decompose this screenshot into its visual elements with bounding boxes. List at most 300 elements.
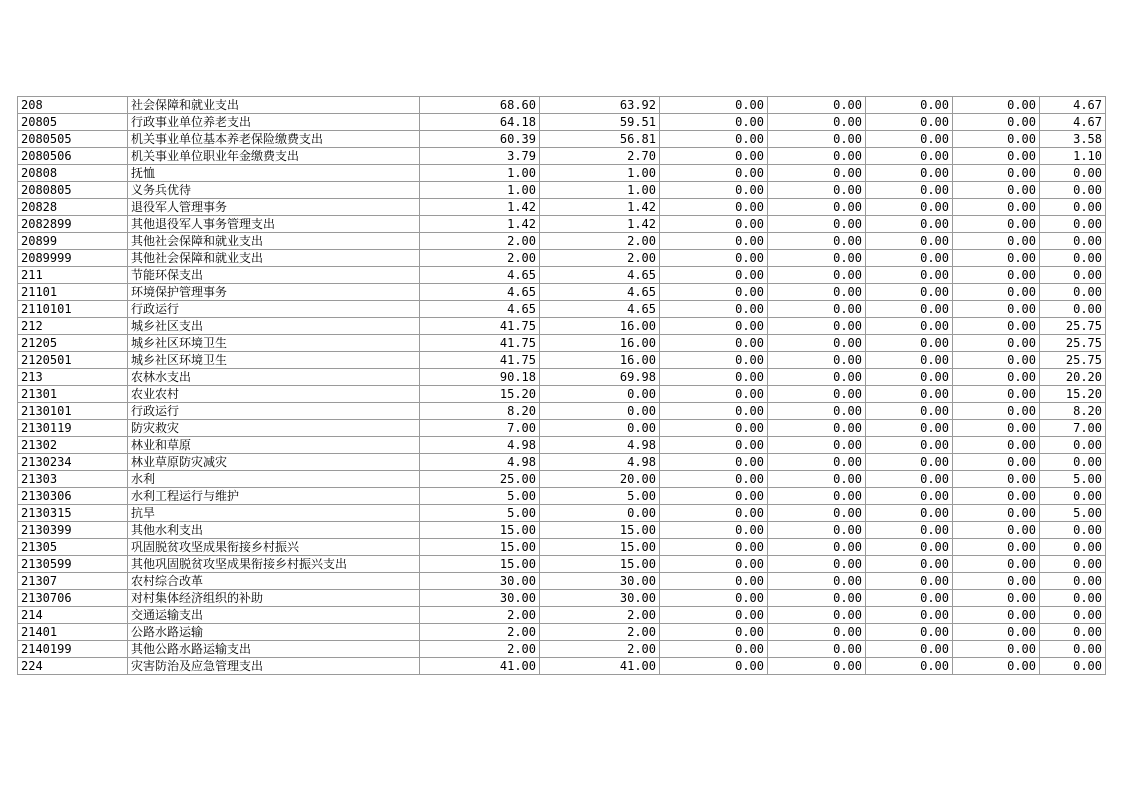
amount-cell: 0.00 <box>953 318 1040 335</box>
amount-cell: 0.00 <box>768 420 866 437</box>
subject-code-cell: 2130119 <box>18 420 128 437</box>
amount-cell: 64.18 <box>420 114 540 131</box>
amount-cell: 4.67 <box>1040 97 1106 114</box>
amount-cell: 0.00 <box>660 624 768 641</box>
amount-cell: 5.00 <box>420 488 540 505</box>
table-row <box>18 403 1106 420</box>
amount-cell: 0.00 <box>953 641 1040 658</box>
subject-code-cell: 212 <box>18 318 128 335</box>
amount-cell: 0.00 <box>1040 658 1106 675</box>
amount-cell: 0.00 <box>660 454 768 471</box>
amount-cell: 0.00 <box>866 199 953 216</box>
amount-cell: 0.00 <box>953 267 1040 284</box>
subject-name-cell: 林业草原防灾减灾 <box>128 454 420 471</box>
table-row <box>18 522 1106 539</box>
subject-name-cell: 其他社会保障和就业支出 <box>128 250 420 267</box>
amount-cell: 1.42 <box>540 216 660 233</box>
amount-cell: 0.00 <box>1040 216 1106 233</box>
amount-cell: 0.00 <box>660 641 768 658</box>
amount-cell: 0.00 <box>866 624 953 641</box>
amount-cell: 16.00 <box>540 318 660 335</box>
amount-cell: 0.00 <box>660 97 768 114</box>
table-row <box>18 488 1106 505</box>
amount-cell: 0.00 <box>768 488 866 505</box>
amount-cell: 2.00 <box>420 624 540 641</box>
amount-cell: 0.00 <box>866 131 953 148</box>
table-row <box>18 148 1106 165</box>
amount-cell: 0.00 <box>660 590 768 607</box>
amount-cell: 0.00 <box>953 607 1040 624</box>
amount-cell: 0.00 <box>540 403 660 420</box>
amount-cell: 15.20 <box>420 386 540 403</box>
amount-cell: 3.58 <box>1040 131 1106 148</box>
amount-cell: 5.00 <box>540 488 660 505</box>
amount-cell: 0.00 <box>1040 488 1106 505</box>
table-row <box>18 471 1106 488</box>
subject-code-cell: 21205 <box>18 335 128 352</box>
table-row <box>18 539 1106 556</box>
subject-name-cell: 环境保护管理事务 <box>128 284 420 301</box>
amount-cell: 0.00 <box>768 199 866 216</box>
table-row <box>18 658 1106 675</box>
subject-name-cell: 交通运输支出 <box>128 607 420 624</box>
subject-code-cell: 2130315 <box>18 505 128 522</box>
amount-cell: 0.00 <box>1040 301 1106 318</box>
amount-cell: 25.75 <box>1040 352 1106 369</box>
amount-cell: 0.00 <box>953 505 1040 522</box>
amount-cell: 0.00 <box>953 165 1040 182</box>
subject-name-cell: 其他巩固脱贫攻坚成果衔接乡村振兴支出 <box>128 556 420 573</box>
amount-cell: 0.00 <box>1040 624 1106 641</box>
amount-cell: 0.00 <box>768 267 866 284</box>
amount-cell: 0.00 <box>866 505 953 522</box>
amount-cell: 0.00 <box>953 437 1040 454</box>
subject-code-cell: 2080506 <box>18 148 128 165</box>
amount-cell: 0.00 <box>660 267 768 284</box>
amount-cell: 0.00 <box>953 352 1040 369</box>
amount-cell: 0.00 <box>660 522 768 539</box>
amount-cell: 0.00 <box>953 148 1040 165</box>
amount-cell: 0.00 <box>660 403 768 420</box>
amount-cell: 0.00 <box>866 488 953 505</box>
amount-cell: 41.75 <box>420 352 540 369</box>
amount-cell: 0.00 <box>866 267 953 284</box>
subject-name-cell: 抗旱 <box>128 505 420 522</box>
subject-code-cell: 2080805 <box>18 182 128 199</box>
subject-code-cell: 2082899 <box>18 216 128 233</box>
amount-cell: 0.00 <box>953 386 1040 403</box>
amount-cell: 0.00 <box>660 335 768 352</box>
subject-code-cell: 2080505 <box>18 131 128 148</box>
amount-cell: 15.00 <box>540 539 660 556</box>
table-row <box>18 369 1106 386</box>
amount-cell: 0.00 <box>866 216 953 233</box>
amount-cell: 4.67 <box>1040 114 1106 131</box>
amount-cell: 16.00 <box>540 335 660 352</box>
amount-cell: 0.00 <box>866 607 953 624</box>
amount-cell: 63.92 <box>540 97 660 114</box>
amount-cell: 56.81 <box>540 131 660 148</box>
amount-cell: 0.00 <box>1040 267 1106 284</box>
amount-cell: 16.00 <box>540 352 660 369</box>
subject-code-cell: 20828 <box>18 199 128 216</box>
amount-cell: 0.00 <box>768 573 866 590</box>
subject-code-cell: 21401 <box>18 624 128 641</box>
amount-cell: 0.00 <box>768 641 866 658</box>
amount-cell: 15.00 <box>420 556 540 573</box>
amount-cell: 0.00 <box>953 335 1040 352</box>
amount-cell: 0.00 <box>768 403 866 420</box>
amount-cell: 0.00 <box>1040 454 1106 471</box>
subject-name-cell: 农林水支出 <box>128 369 420 386</box>
amount-cell: 4.65 <box>420 267 540 284</box>
amount-cell: 0.00 <box>866 301 953 318</box>
amount-cell: 0.00 <box>768 369 866 386</box>
amount-cell: 0.00 <box>866 590 953 607</box>
table-row <box>18 97 1106 114</box>
amount-cell: 0.00 <box>1040 539 1106 556</box>
subject-name-cell: 城乡社区环境卫生 <box>128 352 420 369</box>
amount-cell: 0.00 <box>866 233 953 250</box>
subject-name-cell: 行政事业单位养老支出 <box>128 114 420 131</box>
amount-cell: 68.60 <box>420 97 540 114</box>
amount-cell: 0.00 <box>953 369 1040 386</box>
amount-cell: 0.00 <box>660 488 768 505</box>
subject-name-cell: 巩固脱贫攻坚成果衔接乡村振兴 <box>128 539 420 556</box>
amount-cell: 0.00 <box>953 488 1040 505</box>
amount-cell: 2.00 <box>420 233 540 250</box>
subject-code-cell: 2130234 <box>18 454 128 471</box>
subject-name-cell: 公路水路运输 <box>128 624 420 641</box>
table-row <box>18 352 1106 369</box>
table-row <box>18 335 1106 352</box>
table-row <box>18 233 1106 250</box>
amount-cell: 0.00 <box>866 556 953 573</box>
amount-cell: 0.00 <box>1040 284 1106 301</box>
amount-cell: 30.00 <box>540 573 660 590</box>
amount-cell: 0.00 <box>953 454 1040 471</box>
amount-cell: 0.00 <box>660 556 768 573</box>
table-row <box>18 199 1106 216</box>
amount-cell: 0.00 <box>768 216 866 233</box>
subject-code-cell: 2140199 <box>18 641 128 658</box>
amount-cell: 0.00 <box>866 335 953 352</box>
subject-code-cell: 21302 <box>18 437 128 454</box>
amount-cell: 0.00 <box>1040 522 1106 539</box>
amount-cell: 25.00 <box>420 471 540 488</box>
amount-cell: 0.00 <box>660 658 768 675</box>
subject-name-cell: 抚恤 <box>128 165 420 182</box>
amount-cell: 1.42 <box>420 216 540 233</box>
amount-cell: 0.00 <box>866 403 953 420</box>
amount-cell: 0.00 <box>953 624 1040 641</box>
amount-cell: 30.00 <box>420 590 540 607</box>
subject-name-cell: 农村综合改革 <box>128 573 420 590</box>
amount-cell: 0.00 <box>953 573 1040 590</box>
table-row <box>18 607 1106 624</box>
amount-cell: 0.00 <box>660 505 768 522</box>
amount-cell: 0.00 <box>768 114 866 131</box>
table-row <box>18 590 1106 607</box>
amount-cell: 0.00 <box>1040 607 1106 624</box>
table-row <box>18 386 1106 403</box>
amount-cell: 0.00 <box>660 199 768 216</box>
table-row <box>18 573 1106 590</box>
subject-name-cell: 林业和草原 <box>128 437 420 454</box>
amount-cell: 41.00 <box>420 658 540 675</box>
amount-cell: 0.00 <box>953 199 1040 216</box>
amount-cell: 0.00 <box>540 505 660 522</box>
amount-cell: 0.00 <box>768 386 866 403</box>
amount-cell: 0.00 <box>660 437 768 454</box>
subject-name-cell: 农业农村 <box>128 386 420 403</box>
amount-cell: 59.51 <box>540 114 660 131</box>
amount-cell: 20.00 <box>540 471 660 488</box>
amount-cell: 4.65 <box>420 284 540 301</box>
subject-name-cell: 对村集体经济组织的补助 <box>128 590 420 607</box>
table-row <box>18 505 1106 522</box>
amount-cell: 0.00 <box>1040 165 1106 182</box>
subject-code-cell: 21307 <box>18 573 128 590</box>
amount-cell: 0.00 <box>866 352 953 369</box>
amount-cell: 0.00 <box>953 301 1040 318</box>
amount-cell: 0.00 <box>866 97 953 114</box>
amount-cell: 0.00 <box>660 114 768 131</box>
amount-cell: 0.00 <box>660 539 768 556</box>
amount-cell: 0.00 <box>768 335 866 352</box>
subject-code-cell: 224 <box>18 658 128 675</box>
amount-cell: 0.00 <box>768 539 866 556</box>
subject-code-cell: 20805 <box>18 114 128 131</box>
amount-cell: 1.00 <box>540 165 660 182</box>
amount-cell: 0.00 <box>660 233 768 250</box>
subject-code-cell: 2130399 <box>18 522 128 539</box>
amount-cell: 0.00 <box>768 318 866 335</box>
subject-code-cell: 21305 <box>18 539 128 556</box>
amount-cell: 15.00 <box>420 539 540 556</box>
amount-cell: 0.00 <box>768 454 866 471</box>
amount-cell: 2.00 <box>540 641 660 658</box>
amount-cell: 0.00 <box>1040 182 1106 199</box>
amount-cell: 0.00 <box>660 131 768 148</box>
amount-cell: 0.00 <box>768 624 866 641</box>
amount-cell: 0.00 <box>1040 233 1106 250</box>
amount-cell: 0.00 <box>1040 437 1106 454</box>
amount-cell: 0.00 <box>866 573 953 590</box>
amount-cell: 15.00 <box>540 522 660 539</box>
amount-cell: 0.00 <box>660 573 768 590</box>
amount-cell: 0.00 <box>768 352 866 369</box>
subject-code-cell: 2130599 <box>18 556 128 573</box>
subject-code-cell: 2130306 <box>18 488 128 505</box>
amount-cell: 0.00 <box>660 165 768 182</box>
amount-cell: 0.00 <box>660 607 768 624</box>
amount-cell: 0.00 <box>866 471 953 488</box>
amount-cell: 0.00 <box>1040 573 1106 590</box>
amount-cell: 0.00 <box>866 148 953 165</box>
table-body <box>18 97 1106 675</box>
amount-cell: 25.75 <box>1040 318 1106 335</box>
amount-cell: 0.00 <box>768 182 866 199</box>
subject-name-cell: 机关事业单位基本养老保险缴费支出 <box>128 131 420 148</box>
amount-cell: 2.00 <box>420 641 540 658</box>
amount-cell: 0.00 <box>660 182 768 199</box>
amount-cell: 0.00 <box>866 114 953 131</box>
amount-cell: 0.00 <box>768 97 866 114</box>
amount-cell: 0.00 <box>866 437 953 454</box>
amount-cell: 1.00 <box>420 165 540 182</box>
subject-code-cell: 21301 <box>18 386 128 403</box>
amount-cell: 69.98 <box>540 369 660 386</box>
amount-cell: 0.00 <box>866 420 953 437</box>
amount-cell: 0.00 <box>768 233 866 250</box>
amount-cell: 0.00 <box>953 420 1040 437</box>
amount-cell: 8.20 <box>420 403 540 420</box>
amount-cell: 0.00 <box>953 539 1040 556</box>
amount-cell: 3.79 <box>420 148 540 165</box>
subject-code-cell: 2130101 <box>18 403 128 420</box>
subject-code-cell: 2110101 <box>18 301 128 318</box>
amount-cell: 7.00 <box>1040 420 1106 437</box>
amount-cell: 0.00 <box>768 250 866 267</box>
amount-cell: 0.00 <box>953 403 1040 420</box>
subject-name-cell: 其他退役军人事务管理支出 <box>128 216 420 233</box>
subject-name-cell: 节能环保支出 <box>128 267 420 284</box>
amount-cell: 2.00 <box>420 607 540 624</box>
amount-cell: 0.00 <box>768 148 866 165</box>
table-row <box>18 284 1106 301</box>
amount-cell: 0.00 <box>660 318 768 335</box>
subject-name-cell: 机关事业单位职业年金缴费支出 <box>128 148 420 165</box>
amount-cell: 15.20 <box>1040 386 1106 403</box>
table-row <box>18 641 1106 658</box>
amount-cell: 4.98 <box>540 454 660 471</box>
amount-cell: 4.98 <box>420 454 540 471</box>
amount-cell: 0.00 <box>953 233 1040 250</box>
budget-table <box>17 96 1106 675</box>
subject-code-cell: 2130706 <box>18 590 128 607</box>
amount-cell: 0.00 <box>953 182 1040 199</box>
amount-cell: 0.00 <box>866 641 953 658</box>
amount-cell: 30.00 <box>420 573 540 590</box>
amount-cell: 15.00 <box>420 522 540 539</box>
table-row <box>18 420 1106 437</box>
subject-code-cell: 2089999 <box>18 250 128 267</box>
amount-cell: 4.65 <box>540 284 660 301</box>
subject-code-cell: 214 <box>18 607 128 624</box>
amount-cell: 0.00 <box>768 522 866 539</box>
amount-cell: 2.70 <box>540 148 660 165</box>
subject-code-cell: 2120501 <box>18 352 128 369</box>
amount-cell: 0.00 <box>953 471 1040 488</box>
amount-cell: 41.75 <box>420 318 540 335</box>
amount-cell: 5.00 <box>1040 471 1106 488</box>
amount-cell: 30.00 <box>540 590 660 607</box>
amount-cell: 7.00 <box>420 420 540 437</box>
subject-code-cell: 20899 <box>18 233 128 250</box>
subject-name-cell: 水利 <box>128 471 420 488</box>
subject-name-cell: 其他社会保障和就业支出 <box>128 233 420 250</box>
amount-cell: 0.00 <box>768 131 866 148</box>
amount-cell: 0.00 <box>768 437 866 454</box>
amount-cell: 41.00 <box>540 658 660 675</box>
amount-cell: 0.00 <box>768 505 866 522</box>
subject-code-cell: 211 <box>18 267 128 284</box>
amount-cell: 0.00 <box>953 216 1040 233</box>
amount-cell: 0.00 <box>953 590 1040 607</box>
amount-cell: 8.20 <box>1040 403 1106 420</box>
table-row <box>18 454 1106 471</box>
amount-cell: 0.00 <box>540 386 660 403</box>
amount-cell: 0.00 <box>660 216 768 233</box>
amount-cell: 0.00 <box>768 165 866 182</box>
table-row <box>18 114 1106 131</box>
amount-cell: 0.00 <box>768 471 866 488</box>
amount-cell: 0.00 <box>660 369 768 386</box>
amount-cell: 0.00 <box>866 454 953 471</box>
amount-cell: 0.00 <box>660 250 768 267</box>
amount-cell: 0.00 <box>660 352 768 369</box>
subject-name-cell: 其他水利支出 <box>128 522 420 539</box>
amount-cell: 0.00 <box>866 386 953 403</box>
amount-cell: 2.00 <box>540 250 660 267</box>
amount-cell: 0.00 <box>660 301 768 318</box>
amount-cell: 0.00 <box>1040 556 1106 573</box>
amount-cell: 0.00 <box>768 284 866 301</box>
table-row <box>18 318 1106 335</box>
subject-name-cell: 社会保障和就业支出 <box>128 97 420 114</box>
subject-code-cell: 21101 <box>18 284 128 301</box>
subject-name-cell: 其他公路水路运输支出 <box>128 641 420 658</box>
amount-cell: 15.00 <box>540 556 660 573</box>
subject-name-cell: 城乡社区支出 <box>128 318 420 335</box>
amount-cell: 4.98 <box>420 437 540 454</box>
subject-name-cell: 行政运行 <box>128 403 420 420</box>
table-row <box>18 165 1106 182</box>
amount-cell: 4.65 <box>540 301 660 318</box>
table-row <box>18 250 1106 267</box>
amount-cell: 4.98 <box>540 437 660 454</box>
amount-cell: 0.00 <box>953 131 1040 148</box>
amount-cell: 0.00 <box>953 556 1040 573</box>
amount-cell: 0.00 <box>768 301 866 318</box>
amount-cell: 0.00 <box>1040 641 1106 658</box>
amount-cell: 0.00 <box>866 369 953 386</box>
amount-cell: 2.00 <box>540 624 660 641</box>
table-row <box>18 437 1106 454</box>
amount-cell: 41.75 <box>420 335 540 352</box>
subject-code-cell: 208 <box>18 97 128 114</box>
amount-cell: 0.00 <box>953 522 1040 539</box>
amount-cell: 0.00 <box>768 590 866 607</box>
amount-cell: 0.00 <box>866 658 953 675</box>
amount-cell: 1.00 <box>420 182 540 199</box>
amount-cell: 0.00 <box>1040 250 1106 267</box>
amount-cell: 0.00 <box>768 556 866 573</box>
table-row <box>18 131 1106 148</box>
subject-name-cell: 行政运行 <box>128 301 420 318</box>
amount-cell: 0.00 <box>660 148 768 165</box>
table-row <box>18 216 1106 233</box>
subject-code-cell: 20808 <box>18 165 128 182</box>
amount-cell: 90.18 <box>420 369 540 386</box>
subject-name-cell: 义务兵优待 <box>128 182 420 199</box>
amount-cell: 5.00 <box>420 505 540 522</box>
amount-cell: 1.00 <box>540 182 660 199</box>
subject-code-cell: 213 <box>18 369 128 386</box>
table-row <box>18 182 1106 199</box>
amount-cell: 0.00 <box>660 386 768 403</box>
